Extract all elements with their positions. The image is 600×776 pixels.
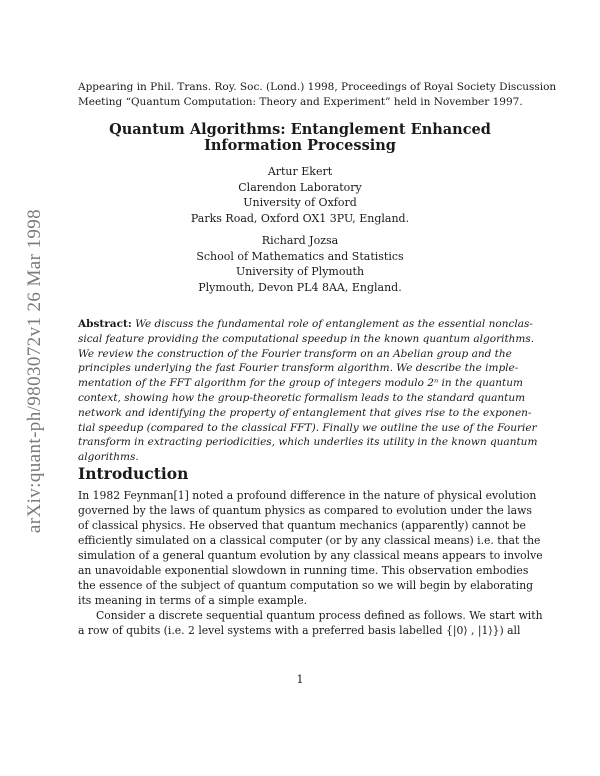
- abstract-line: transform in extracting periodicities, which underlies its utility in the known quantum: [78, 436, 538, 449]
- body-line: In 1982 Feynman[1] noted a profound difference in the nature of physical evolution: [78, 489, 537, 502]
- abstract-line: mentation of the FFT algorithm for the group of integers modulo 2ⁿ in the quantum: [78, 377, 523, 390]
- abstract: [78, 317, 538, 465]
- abstract-line: We review the construction of the Fourier transform on an Abelian group and the: [78, 347, 512, 360]
- abstract-line-text: We discuss the fundamental role of entanglement as the essential nonclas-: [135, 318, 533, 330]
- body-line: governed by the laws of quantum physics as compared to evolution under the laws: [78, 504, 532, 517]
- section-heading-introduction: Introduction: [78, 464, 189, 483]
- abstract-line: sical feature providing the computational speedup in the known quantum algorithms.: [78, 332, 535, 345]
- page-number: 1: [296, 673, 304, 686]
- paper-title-line: Quantum Algorithms: Entanglement Enhanced: [109, 121, 491, 138]
- body-line: its meaning in terms of a simple example.: [78, 594, 308, 607]
- abstract-line: principles underlying the fast Fourier transform algorithm. We describe the imple-: [78, 362, 519, 375]
- body-line: efficiently simulated on a classical computer (or by any classical means) i.e. that the: [78, 534, 541, 547]
- appearing-note-line: Appearing in Phil. Trans. Roy. Soc. (Lond.) 1998, Proceedings of Royal Society Discussion: [78, 81, 557, 93]
- author-name: Artur Ekert: [267, 165, 333, 178]
- body-line: of classical physics. He observed that quantum mechanics (apparently) cannot be: [78, 519, 526, 532]
- author-block-ekert: [140, 164, 460, 226]
- author-address: Parks Road, Oxford OX1 3PU, England.: [190, 211, 410, 225]
- arxiv-stamp-text: arXiv:quant-ph/9803072v1 26 Mar 1998: [24, 208, 45, 534]
- abstract-label: Abstract:: [78, 318, 132, 330]
- appearing-note: [78, 80, 557, 110]
- abstract-line: context, showing how the group-theoretic formalism leads to the standard quantum: [78, 391, 526, 404]
- author-affiliation: School of Mathematics and Statistics: [196, 249, 404, 263]
- author-block-jozsa: [140, 233, 460, 295]
- paper-title: [90, 122, 510, 154]
- body-line: simulation of a general quantum evolution by any classical means appears to involve: [78, 549, 543, 562]
- paper-title-line: Information Processing: [204, 137, 396, 154]
- appearing-note-line: Meeting “Quantum Computation: Theory and Experiment” held in November 1997.: [78, 96, 523, 108]
- author-affiliation: University of Plymouth: [235, 265, 365, 278]
- author-name: Richard Jozsa: [261, 234, 339, 247]
- author-address: Plymouth, Devon PL4 8AA, England.: [198, 280, 402, 294]
- arxiv-stamp: [25, 180, 45, 562]
- abstract-line: [78, 317, 533, 332]
- body-line: a row of qubits (i.e. 2 level systems with a preferred basis labelled {|0⟩ , |1⟩}) all: [78, 624, 521, 637]
- abstract-line: network and identifying the property of entanglement that gives rise to the exponen-: [78, 406, 532, 419]
- introduction-body: [78, 488, 543, 638]
- author-affiliation: University of Oxford: [243, 196, 357, 209]
- body-line: an unavoidable exponential slowdown in running time. This observation embodies: [78, 564, 529, 577]
- body-line: the essence of the subject of quantum computation so we will begin by elaborating: [78, 579, 534, 592]
- abstract-line: algorithms.: [78, 451, 139, 464]
- author-affiliation: Clarendon Laboratory: [238, 180, 362, 194]
- abstract-line: tial speedup (compared to the classical FFT). Finally we outline the use of the Fourier: [78, 421, 537, 434]
- body-line: Consider a discrete sequential quantum process defined as follows. We start with: [96, 609, 543, 622]
